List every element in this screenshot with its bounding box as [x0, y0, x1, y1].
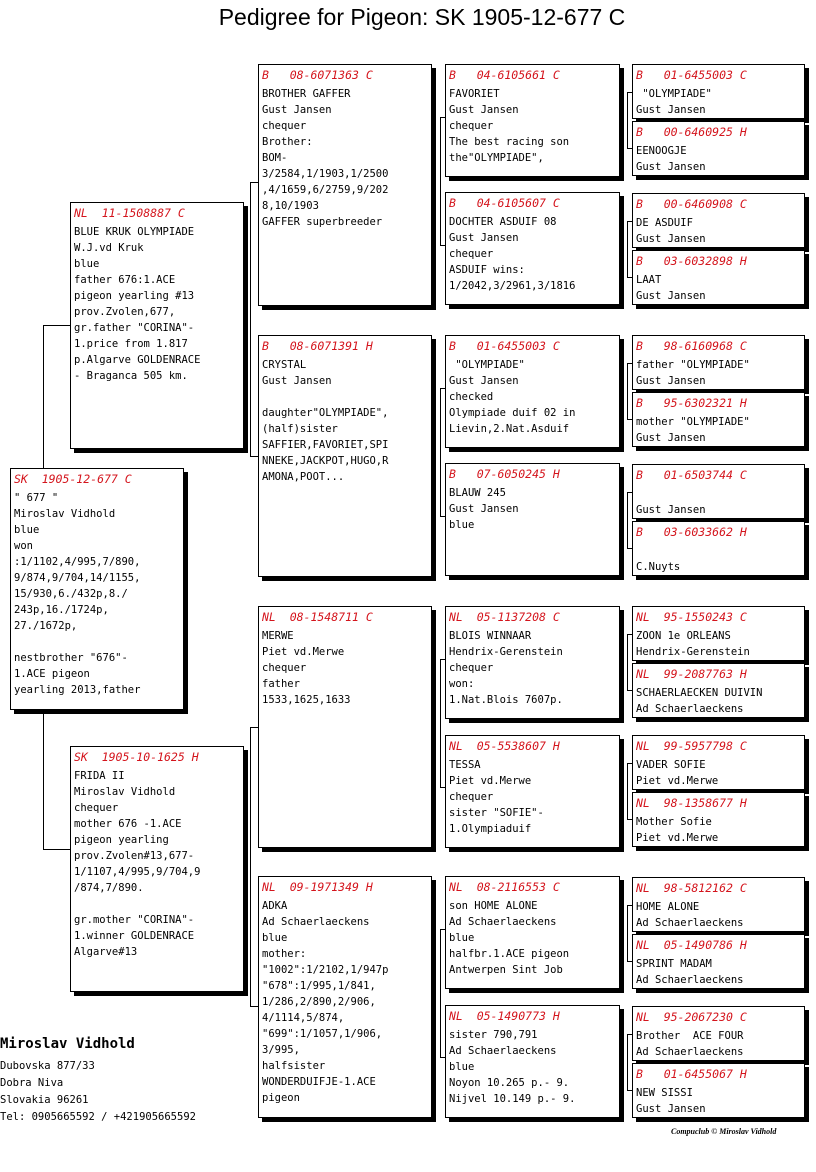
grandparent-line: 3/2584,1/1903,1/2500 [262, 168, 389, 180]
gen4-line [636, 486, 801, 502]
grandparent-line: BOM- [262, 152, 288, 164]
subject-line: 27./1672p, [14, 620, 78, 632]
gen4-card[interactable] [632, 392, 805, 447]
gen4-line: Gust Jansen [636, 1103, 706, 1115]
gen4-line: NEW SISSI [636, 1087, 693, 1099]
ring-number: B 04-6105607 C [449, 196, 560, 210]
great-grandparent-line: son HOME ALONE [449, 900, 538, 912]
gen4-line: Ad Schaerlaeckens [636, 703, 744, 715]
ring-number: B 01-6503744 C [636, 468, 747, 482]
ring-number: B 01-6455003 C [636, 68, 747, 82]
breeder-phone: Tel: 0905665592 / +421905665592 [0, 1111, 196, 1123]
great-grandparent-line: 1.Nat.Blois 7607p. [449, 694, 563, 706]
mother-line: gr.mother "CORINA"- [74, 914, 195, 926]
subject-line: 243p,16./1724p, [14, 604, 109, 616]
great-grandparent-card[interactable] [445, 463, 620, 576]
gen4-card[interactable] [632, 250, 805, 305]
great-grandparent-line: won: [449, 678, 475, 690]
gen4-card[interactable] [632, 735, 805, 790]
gen4-line: ZOON 1e ORLEANS [636, 630, 731, 642]
great-grandparent-line: FAVORIET [449, 88, 500, 100]
great-grandparent-line: Noyon 10.265 p.- 9. [449, 1077, 570, 1089]
great-grandparent-card[interactable] [445, 64, 620, 177]
grandparent-line: BROTHER GAFFER [262, 88, 351, 100]
great-grandparent-card[interactable] [445, 192, 620, 305]
gen4-line: Gust Jansen [636, 504, 706, 516]
grandparent-line: SAFFIER,FAVORIET,SPI [262, 439, 389, 451]
great-grandparent-card[interactable] [445, 735, 620, 848]
great-grandparent-line: chequer [449, 248, 494, 260]
page-title: Pedigree for Pigeon: SK 1905-12-677 C [218, 4, 626, 30]
great-grandparent-line: Antwerpen Sint Job [449, 964, 563, 976]
great-grandparent-line: BLOIS WINNAAR [449, 630, 532, 642]
ring-number: B 95-6302321 H [636, 396, 747, 410]
grandparent-line: blue [262, 932, 288, 944]
great-grandparent-line: blue [449, 932, 475, 944]
grandparent-line: Brother: [262, 136, 313, 148]
ring-number: NL 11-1508887 C [74, 206, 185, 220]
great-grandparent-line: Ad Schaerlaeckens [449, 1045, 557, 1057]
gen4-card[interactable] [632, 877, 805, 932]
great-grandparent-line: sister "SOFIE"- [449, 807, 544, 819]
gen4-line: SCHAERLAECKEN DUIVIN [636, 687, 763, 699]
ring-number: NL 05-1490773 H [449, 1009, 560, 1023]
great-grandparent-line: Ad Schaerlaeckens [449, 916, 557, 928]
mother-line: pigeon yearling [74, 834, 169, 846]
gen4-line: Ad Schaerlaeckens [636, 1046, 744, 1058]
grandparent-line: AMONA,POOT... [262, 471, 345, 483]
grandparent-line: 8,10/1903 [262, 200, 319, 212]
subject-line: :1/1102,4/995,7/890, [14, 556, 141, 568]
ring-number: NL 99-2087763 H [636, 667, 747, 681]
great-grandparent-line: Lievin,2.Nat.Asduif [449, 423, 570, 435]
breeder-info [0, 1035, 196, 1126]
grandparent-line: daughter"OLYMPIADE", [262, 407, 389, 419]
grandparent-line: Ad Schaerlaeckens [262, 916, 370, 928]
ring-number: NL 05-1137208 C [449, 610, 560, 624]
gen4-line [636, 543, 801, 559]
grandparent-line: "1002":1/2102,1/947p [262, 964, 389, 976]
grandparent-line: chequer [262, 662, 307, 674]
great-grandparent-line: the"OLYMPIADE", [449, 152, 544, 164]
great-grandparent-card[interactable] [445, 1005, 620, 1118]
gen4-line: "OLYMPIADE" [636, 88, 712, 100]
gen4-line: Brother ACE FOUR [636, 1030, 744, 1042]
ring-number: NL 98-1358677 H [636, 796, 747, 810]
father-line: prov.Zvolen,677, [74, 306, 176, 318]
breeder-address-line: Dubovska 877/33 [0, 1060, 95, 1072]
ring-number: NL 99-5957798 C [636, 739, 747, 753]
great-grandparent-line: Gust Jansen [449, 232, 519, 244]
ring-number: NL 08-2116553 C [449, 880, 560, 894]
grandparent-line: WONDERDUIFJE-1.ACE [262, 1076, 376, 1088]
great-grandparent-line: chequer [449, 662, 494, 674]
mother-line: 1/1107,4/995,9/704,9 [74, 866, 201, 878]
gen4-line: C.Nuyts [636, 561, 681, 573]
grandparent-line: GAFFER superbreeder [262, 216, 383, 228]
gen4-card[interactable] [632, 193, 805, 248]
father-line: pigeon yearling #13 [74, 290, 195, 302]
ring-number: B 07-6050245 H [449, 467, 560, 481]
great-grandparent-line: "OLYMPIADE" [449, 359, 525, 371]
gen4-line: mother "OLYMPIADE" [636, 416, 750, 428]
gen4-line: LAAT [636, 274, 662, 286]
mother-line: mother 676 -1.ACE [74, 818, 182, 830]
father-line: 1.price from 1.817 [74, 338, 188, 350]
gen4-line: Hendrix-Gerenstein [636, 646, 750, 658]
father-line: p.Algarve GOLDENRACE [74, 354, 201, 366]
grandparent-line: NNEKE,JACKPOT,HUGO,R [262, 455, 389, 467]
gen4-line: Ad Schaerlaeckens [636, 974, 744, 986]
subject-line: 1.ACE pigeon [14, 668, 90, 680]
ring-number: B 03-6033662 H [636, 525, 747, 539]
great-grandparent-line: DOCHTER ASDUIF 08 [449, 216, 557, 228]
mother-line: 1.winner GOLDENRACE [74, 930, 195, 942]
grandparent-line: MERWE [262, 630, 294, 642]
great-grandparent-line: 1.Olympiaduif [449, 823, 532, 835]
great-grandparent-line: TESSA [449, 759, 481, 771]
grandparent-line: pigeon [262, 1092, 300, 1104]
mother-line: /874,7/890. [74, 882, 144, 894]
gen4-card[interactable] [632, 792, 805, 847]
grandparent-line: (half)sister [262, 423, 338, 435]
ring-number: B 98-6160968 C [636, 339, 747, 353]
ring-number: NL 98-5812162 C [636, 881, 747, 895]
subject-line [14, 634, 180, 650]
ring-number: NL 09-1971349 H [262, 880, 373, 894]
gen4-card[interactable] [632, 335, 805, 390]
father-line: blue [74, 258, 100, 270]
great-grandparent-line: Nijvel 10.149 p.- 9. [449, 1093, 576, 1105]
ring-number: B 00-6460908 C [636, 197, 747, 211]
great-grandparent-line: blue [449, 519, 475, 531]
gen4-line: Gust Jansen [636, 161, 706, 173]
subject-card[interactable] [10, 468, 184, 710]
subject-line: 9/874,9/704,14/1155, [14, 572, 141, 584]
gen4-line: Gust Jansen [636, 375, 706, 387]
ring-number: B 03-6032898 H [636, 254, 747, 268]
subject-line: nestbrother "676"- [14, 652, 128, 664]
grandparent-line: "699":1/1057,1/906, [262, 1028, 383, 1040]
grandparent-line: 3/995, [262, 1044, 300, 1056]
great-grandparent-line: sister 790,791 [449, 1029, 538, 1041]
great-grandparent-line: ASDUIF wins: [449, 264, 525, 276]
grandparent-card[interactable] [258, 876, 432, 1118]
great-grandparent-line: Gust Jansen [449, 375, 519, 387]
father-line: father 676:1.ACE [74, 274, 176, 286]
ring-number: SK 1905-10-1625 H [74, 750, 199, 764]
gen4-card[interactable] [632, 1006, 805, 1061]
great-grandparent-line: Hendrix-Gerenstein [449, 646, 563, 658]
grandparent-line [262, 389, 428, 405]
great-grandparent-card[interactable] [445, 335, 620, 448]
mother-line: chequer [74, 802, 119, 814]
grandparent-card[interactable] [258, 64, 432, 306]
grandparent-line: ADKA [262, 900, 288, 912]
gen4-line: Gust Jansen [636, 104, 706, 116]
grandparent-line: CRYSTAL [262, 359, 307, 371]
grandparent-line: chequer [262, 120, 307, 132]
great-grandparent-line: Gust Jansen [449, 104, 519, 116]
gen4-line: Gust Jansen [636, 432, 706, 444]
gen4-line: Piet vd.Merwe [636, 775, 719, 787]
gen4-card[interactable] [632, 663, 805, 718]
ring-number: NL 05-1490786 H [636, 938, 747, 952]
ring-number: NL 08-1548711 C [262, 610, 373, 624]
gen4-line: EENOOGJE [636, 145, 687, 157]
mother-line: FRIDA II [74, 770, 125, 782]
great-grandparent-card[interactable] [445, 606, 620, 719]
gen4-line: Gust Jansen [636, 290, 706, 302]
gen4-line: father "OLYMPIADE" [636, 359, 750, 371]
grandparent-card[interactable] [258, 606, 432, 848]
gen4-card[interactable] [632, 521, 805, 576]
grandparent-line: Piet vd.Merwe [262, 646, 345, 658]
great-grandparent-line: chequer [449, 791, 494, 803]
mother-line [74, 896, 240, 912]
great-grandparent-line: checked [449, 391, 494, 403]
ring-number: B 00-6460925 H [636, 125, 747, 139]
gen4-card[interactable] [632, 934, 805, 989]
gen4-line: Mother Sofie [636, 816, 712, 828]
grandparent-line: 4/1114,5/874, [262, 1012, 345, 1024]
great-grandparent-line: BLAUW 245 [449, 487, 506, 499]
subject-line: won [14, 540, 33, 552]
subject-line: yearling 2013,father [14, 684, 141, 696]
grandparent-line: 1/286,2/890,2/906, [262, 996, 376, 1008]
father-card[interactable] [70, 202, 244, 449]
gen4-card[interactable] [632, 1063, 805, 1118]
ring-number: NL 95-2067230 C [636, 1010, 747, 1024]
ring-number: B 01-6455003 C [449, 339, 560, 353]
breeder-address-line: Dobra Niva [0, 1077, 64, 1089]
subject-line: 15/930,6./432p,8./ [14, 588, 128, 600]
gen4-card[interactable] [632, 606, 805, 661]
ring-number: B 08-6071391 H [262, 339, 373, 353]
ring-number: B 01-6455067 H [636, 1067, 747, 1081]
gen4-card[interactable] [632, 121, 805, 176]
subject-line: blue [14, 524, 40, 536]
gen4-line: Piet vd.Merwe [636, 832, 719, 844]
gen4-line: DE ASDUIF [636, 217, 693, 229]
great-grandparent-line: blue [449, 1061, 475, 1073]
grandparent-line: ,4/1659,6/2759,9/202 [262, 184, 389, 196]
grandparent-line: father [262, 678, 300, 690]
subject-line: Miroslav Vidhold [14, 508, 116, 520]
great-grandparent-line: Olympiade duif 02 in [449, 407, 576, 419]
great-grandparent-card[interactable] [445, 876, 620, 989]
mother-card[interactable] [70, 746, 244, 992]
gen4-card[interactable] [632, 464, 805, 519]
breeder-name: Miroslav Vidhold [0, 1036, 135, 1052]
gen4-card[interactable] [632, 64, 805, 119]
grandparent-line: Gust Jansen [262, 104, 332, 116]
ring-number: B 08-6071363 C [262, 68, 373, 82]
father-line: gr.father "CORINA"- [74, 322, 195, 334]
great-grandparent-line: Piet vd.Merwe [449, 775, 532, 787]
ring-number: NL 95-1550243 C [636, 610, 747, 624]
gen4-line: VADER SOFIE [636, 759, 706, 771]
grandparent-line: halfsister [262, 1060, 326, 1072]
grandparent-line: "678":1/995,1/841, [262, 980, 376, 992]
father-line: BLUE KRUK OLYMPIADE [74, 226, 195, 238]
great-grandparent-line: chequer [449, 120, 494, 132]
mother-line: Algarve#13 [74, 946, 138, 958]
grandparent-card[interactable] [258, 335, 432, 577]
gen4-line: Gust Jansen [636, 233, 706, 245]
mother-line: prov.Zvolen#13,677- [74, 850, 195, 862]
father-line: - Braganca 505 km. [74, 370, 188, 382]
gen4-line: HOME ALONE [636, 901, 700, 913]
footer-credit: Compuclub © Miroslav Vidhold [671, 1127, 777, 1136]
grandparent-line: Gust Jansen [262, 375, 332, 387]
ring-number: NL 05-5538607 H [449, 739, 560, 753]
ring-number: B 04-6105661 C [449, 68, 560, 82]
gen4-line: SPRINT MADAM [636, 958, 712, 970]
great-grandparent-line: The best racing son [449, 136, 570, 148]
subject-line: " 677 " [14, 492, 59, 504]
grandparent-line: 1533,1625,1633 [262, 694, 351, 706]
great-grandparent-line: halfbr.1.ACE pigeon [449, 948, 570, 960]
mother-line: Miroslav Vidhold [74, 786, 176, 798]
great-grandparent-line: 1/2042,3/2961,3/1816 [449, 280, 576, 292]
breeder-address-line: Slovakia 96261 [0, 1094, 89, 1106]
gen4-line: Ad Schaerlaeckens [636, 917, 744, 929]
ring-number: SK 1905-12-677 C [14, 472, 132, 486]
father-line: W.J.vd Kruk [74, 242, 144, 254]
grandparent-line: mother: [262, 948, 307, 960]
great-grandparent-line: Gust Jansen [449, 503, 519, 515]
